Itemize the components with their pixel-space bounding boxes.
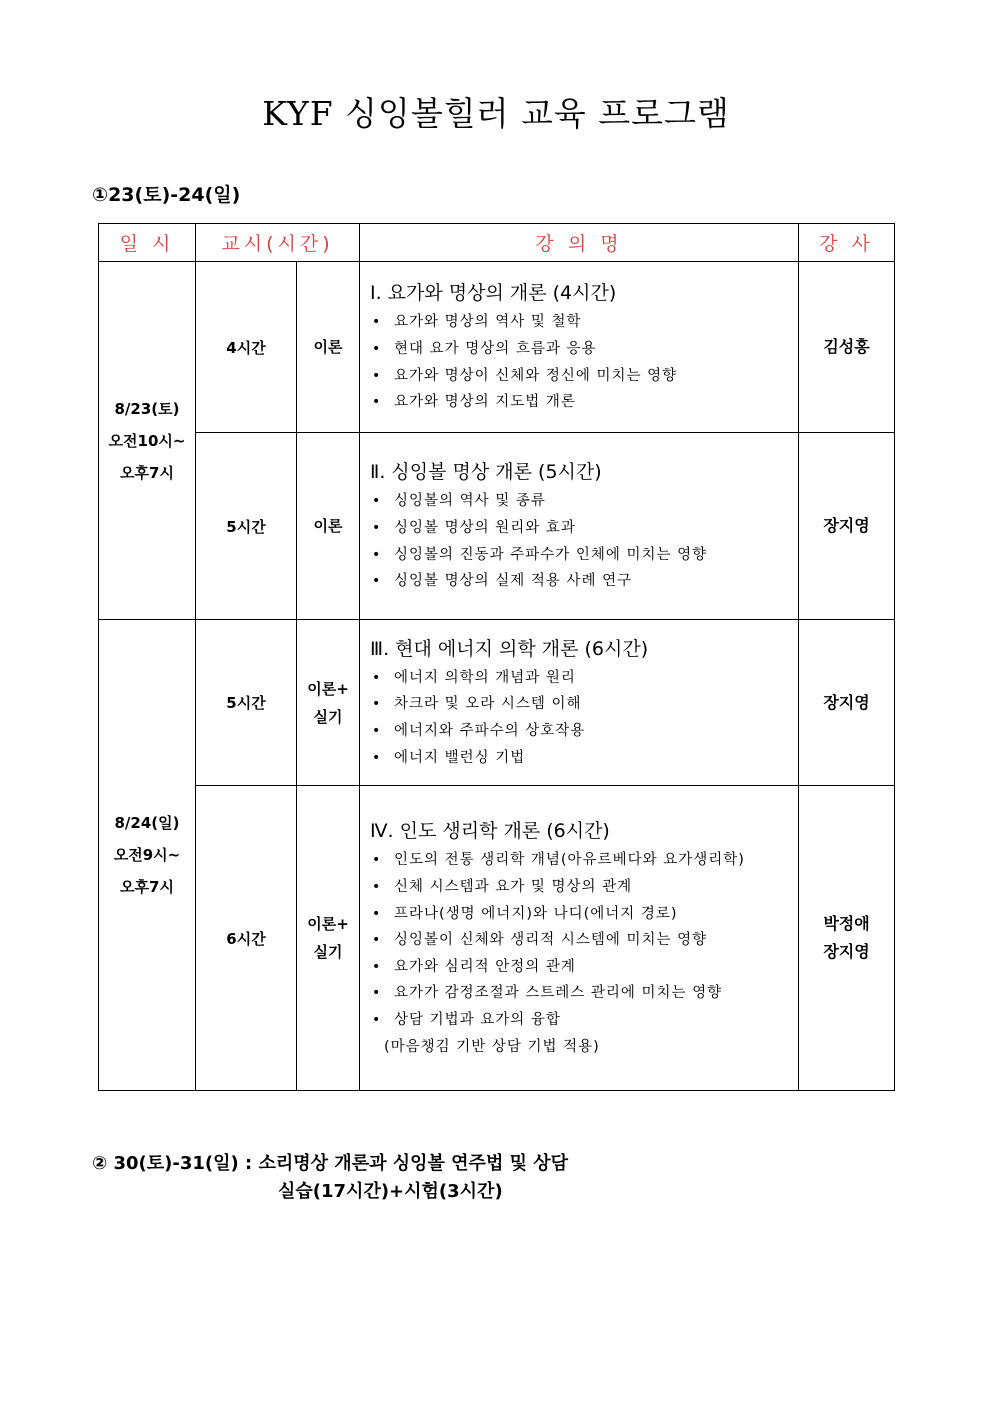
course-cell — [360, 620, 799, 786]
header-course: 강 의 명 — [360, 224, 799, 262]
page-title: KYF 싱잉볼힐러 교육 프로그램 — [262, 94, 730, 133]
schedule-table — [98, 223, 895, 1091]
type-cell: 이론 — [297, 262, 360, 433]
list-item: • 싱잉볼 명상의 원리와 효과 — [394, 515, 798, 542]
course-title: Ⅰ. 요가와 명상의 개론 (4시간) — [370, 282, 617, 305]
course-title: Ⅲ. 현대 에너지 의학 개론 (6시간) — [370, 637, 649, 660]
type-cell: 이론+ 실기 — [297, 620, 360, 786]
table-row — [99, 262, 895, 433]
list-item: • 싱잉볼의 역사 및 종류 — [394, 488, 798, 515]
type-cell: 이론 — [297, 433, 360, 620]
date-cell-day2: 8/24(일) 오전9시~ 오후7시 — [99, 620, 196, 1091]
header-date: 일 시 — [99, 224, 196, 262]
instructor-cell: 장지영 — [799, 620, 895, 786]
section-2-line2: 실습(17시간)+시험(3시간) — [278, 1181, 503, 1202]
instructor-cell: 박정애 장지영 — [799, 786, 895, 1091]
date-cell-day1: 8/23(토) 오전10시~ 오후7시 — [99, 262, 196, 620]
list-item: • 에너지 의학의 개념과 원리 — [394, 665, 798, 692]
table-header-row — [99, 224, 895, 262]
section-2-line1: ② 30(토)-31(일) : 소리명상 개론과 싱잉볼 연주법 및 상담 — [92, 1153, 569, 1174]
hours-cell: 6시간 — [196, 786, 297, 1091]
list-item: • 싱잉볼 명상의 실제 적용 사례 연구 — [394, 568, 798, 595]
course-note: (마음챙김 기반 상담 기법 적용) — [384, 1038, 600, 1055]
list-item: • 현대 요가 명상의 흐름과 응용 — [394, 336, 798, 363]
header-instructor: 강 사 — [799, 224, 895, 262]
list-item: • 에너지 밸런싱 기법 — [394, 745, 798, 772]
instructor-cell: 김성홍 — [799, 262, 895, 433]
section-1-label: ①23(토)-24(일) — [92, 184, 241, 206]
list-item: • 신체 시스템과 요가 및 명상의 관계 — [394, 874, 798, 901]
course-topics — [370, 665, 798, 771]
table-row — [99, 620, 895, 786]
hours-cell: 5시간 — [196, 620, 297, 786]
list-item: • 상담 기법과 요가의 융합 — [394, 1007, 798, 1034]
table-row — [99, 786, 895, 1091]
list-item: • 요가와 명상이 신체와 정신에 미치는 영향 — [394, 363, 798, 390]
section-2-note — [92, 1150, 568, 1206]
hours-cell: 4시간 — [196, 262, 297, 433]
hours-cell: 5시간 — [196, 433, 297, 620]
type-cell: 이론+ 실기 — [297, 786, 360, 1091]
list-item: • 차크라 및 오라 시스템 이해 — [394, 691, 798, 718]
list-item: • 프라나(생명 에너지)와 나디(에너지 경로) — [394, 901, 798, 928]
course-title: Ⅱ. 싱잉볼 명상 개론 (5시간) — [370, 461, 602, 484]
list-item: • 요가와 심리적 안정의 관계 — [394, 954, 798, 981]
instructor-cell: 장지영 — [799, 433, 895, 620]
list-item: • 인도의 전통 생리학 개념(아유르베다와 요가생리학) — [394, 847, 798, 874]
course-title: Ⅳ. 인도 생리학 개론 (6시간) — [370, 820, 610, 843]
table-row — [99, 433, 895, 620]
list-item: • 요가와 명상의 역사 및 철학 — [394, 309, 798, 336]
course-topics — [370, 847, 798, 1033]
course-cell — [360, 786, 799, 1091]
list-item: • 요가와 명상의 지도법 개론 — [394, 389, 798, 416]
course-topics — [370, 309, 798, 415]
course-topics — [370, 488, 798, 594]
course-cell — [360, 433, 799, 620]
list-item: • 싱잉볼의 진동과 주파수가 인체에 미치는 영향 — [394, 542, 798, 569]
course-cell — [360, 262, 799, 433]
list-item: • 에너지와 주파수의 상호작용 — [394, 718, 798, 745]
header-period: 교시(시간) — [196, 224, 360, 262]
list-item: • 싱잉볼이 신체와 생리적 시스템에 미치는 영향 — [394, 927, 798, 954]
list-item: • 요가가 감정조절과 스트레스 관리에 미치는 영향 — [394, 980, 798, 1007]
